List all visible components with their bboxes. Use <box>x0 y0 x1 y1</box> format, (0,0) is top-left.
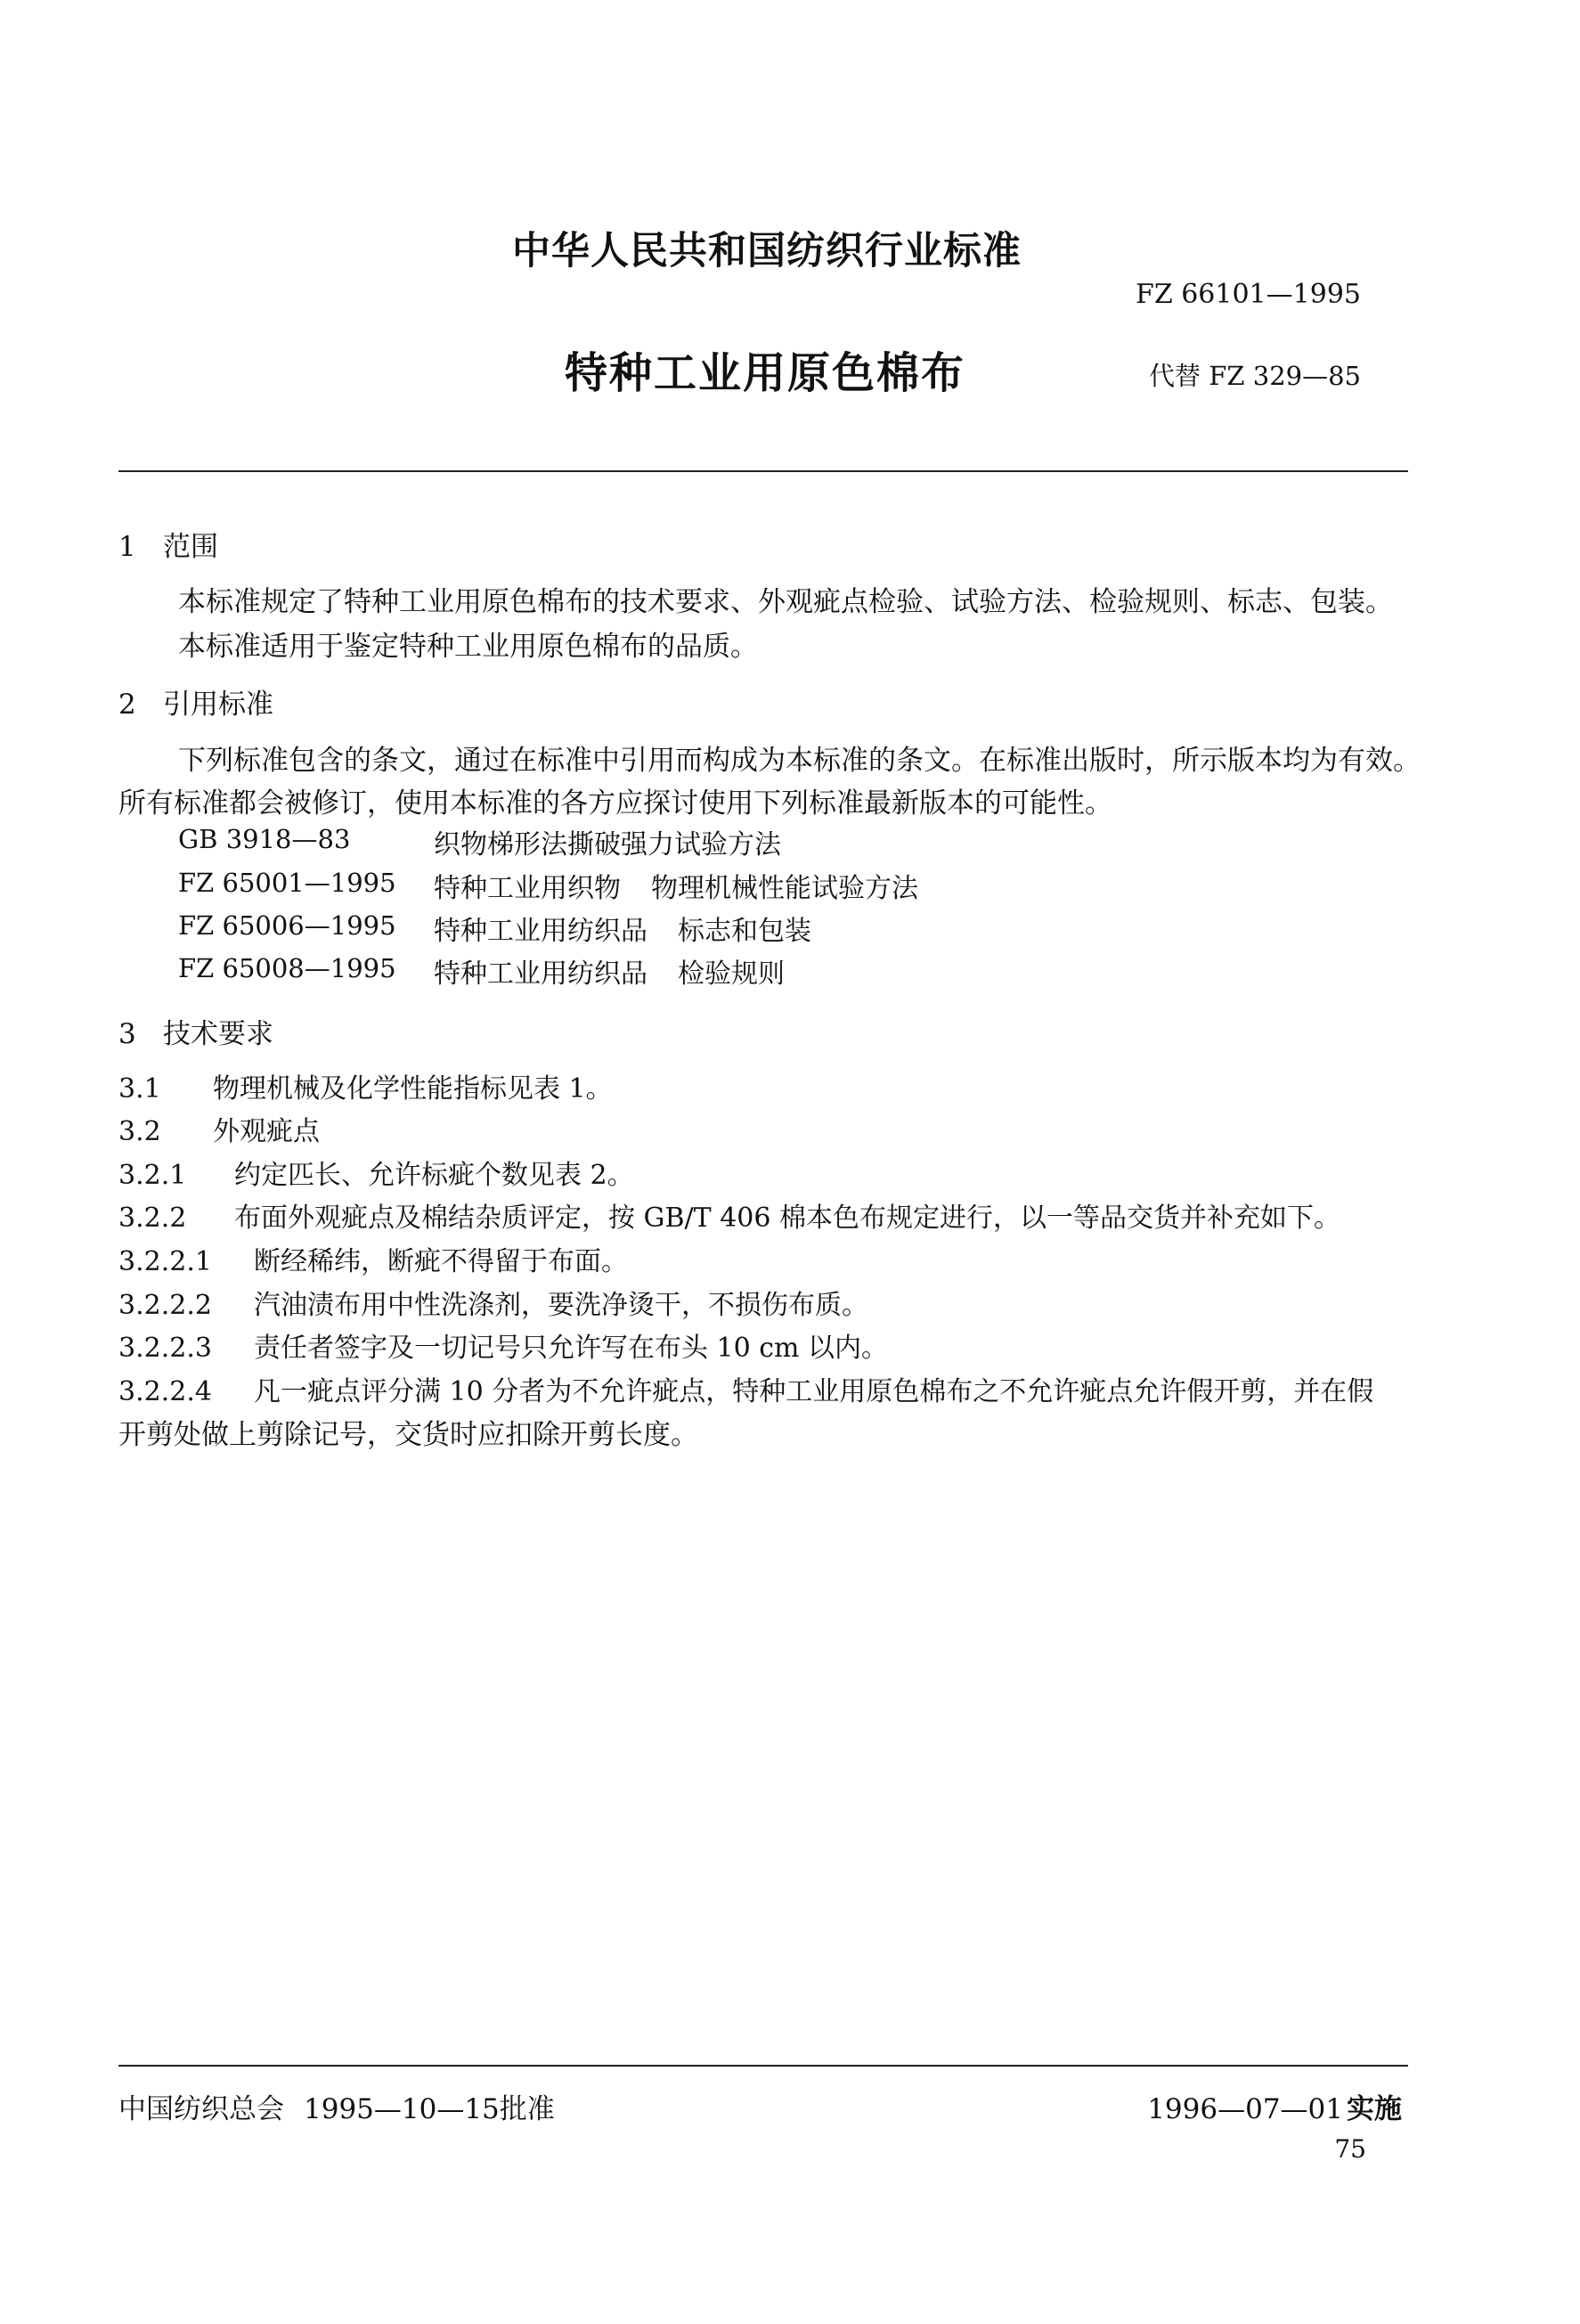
reference-code: GB 3918—83 <box>178 824 351 854</box>
approval-label: 批准 <box>499 2093 555 2125</box>
reference-code: FZ 65008—1995 <box>178 953 396 983</box>
clause <box>118 1325 888 1365</box>
clause-text: 断经稀纬，断疵不得留于布面。 <box>254 1246 628 1277</box>
reference-title <box>434 909 811 948</box>
clause-number: 3.1 <box>118 1073 161 1105</box>
clause-number: 3.2.1 <box>118 1160 187 1191</box>
reference-title <box>434 822 781 861</box>
clause-text: 汽油渍布用中性洗涤剂，要洗净烫干，不损伤布质。 <box>254 1290 868 1321</box>
standard-category: 中华人民共和国纺织行业标准 <box>512 229 1022 273</box>
reference-title-part: 特种工业用织物 <box>434 873 621 904</box>
standard-code: FZ 66101—1995 <box>1136 279 1361 310</box>
clause-continuation: 开剪处做上剪除记号，交货时应扣除开剪长度。 <box>118 1419 698 1451</box>
effective-date: 1996—07—01 <box>1147 2093 1343 2125</box>
clause <box>118 1066 613 1105</box>
clause-number: 3.2.2.2 <box>118 1290 212 1321</box>
footer-divider <box>118 2065 1408 2067</box>
reference-title-part: 特种工业用纺织品 <box>434 916 647 947</box>
paragraph: 下列标准包含的条文，通过在标准中引用而构成为本标准的条文。在标准出版时，所示版本均为有效。 <box>178 745 1421 777</box>
clause <box>118 1109 320 1148</box>
section-title: 引用标准 <box>163 689 273 721</box>
section-number: 3 <box>118 1018 136 1050</box>
clause <box>118 1369 1373 1408</box>
paragraph: 本标准规定了特种工业用原色棉布的技术要求、外观疵点检验、试验方法、检验规则、标志、包装。 <box>178 586 1393 618</box>
clause-number: 3.2.2.1 <box>118 1246 212 1277</box>
section-title: 技术要求 <box>163 1018 273 1050</box>
section-heading-references <box>118 681 273 722</box>
clause-text: 外观疵点 <box>213 1116 320 1147</box>
section-number: 1 <box>118 531 136 563</box>
reference-title-part: 特种工业用纺织品 <box>434 958 647 990</box>
clause <box>118 1195 1340 1235</box>
clause-number: 3.2.2.4 <box>118 1376 212 1407</box>
replaces-standard: 代替 FZ 329—85 <box>1149 361 1361 391</box>
reference-title-part: 物理机械性能试验方法 <box>651 873 918 904</box>
reference-title <box>434 951 785 991</box>
reference-title <box>434 866 918 905</box>
reference-title-part: 织物梯形法撕破强力试验方法 <box>434 829 781 860</box>
clause-text: 凡一疵点评分满 10 分者为不允许疵点，特种工业用原色棉布之不允许疵点允许假开剪，并在假 <box>254 1376 1374 1407</box>
paragraph: 本标准适用于鉴定特种工业用原色棉布的品质。 <box>178 631 758 663</box>
paragraph-continuation: 所有标准都会被修订，使用本标准的各方应探讨使用下列标准最新版本的可能性。 <box>118 787 1112 820</box>
section-title: 范围 <box>163 531 218 563</box>
reference-code: FZ 65006—1995 <box>178 910 396 941</box>
section-heading-technical <box>118 1011 273 1051</box>
clause-text: 布面外观疵点及棉结杂质评定，按 GB/T 406 棉本色布规定进行，以一等品交货并补充如下。 <box>234 1203 1340 1234</box>
clause-text: 物理机械及化学性能指标见表 1。 <box>213 1073 613 1105</box>
issuing-organization: 中国纺织总会 <box>118 2093 284 2125</box>
effective-line <box>1147 2086 1402 2126</box>
clause <box>118 1239 628 1278</box>
reference-title-part: 标志和包装 <box>678 916 811 947</box>
effective-label: 实施 <box>1347 2093 1402 2125</box>
approval-line <box>118 2086 555 2126</box>
header-divider <box>118 470 1408 472</box>
reference-title-part: 检验规则 <box>678 958 785 990</box>
clause <box>118 1153 634 1192</box>
section-number: 2 <box>118 689 136 721</box>
clause-number: 3.2.2.3 <box>118 1333 212 1364</box>
clause-number: 3.2.2 <box>118 1203 187 1234</box>
clause <box>118 1283 868 1322</box>
approval-date: 1995—10—15 <box>304 2093 500 2125</box>
section-heading-scope <box>118 524 218 564</box>
page-number: 75 <box>1334 2134 1366 2164</box>
reference-code: FZ 65001—1995 <box>178 868 396 898</box>
clause-text: 责任者签字及一切记号只允许写在布头 10 cm 以内。 <box>254 1333 889 1364</box>
clause-text: 约定匹长、允许标疵个数见表 2。 <box>234 1160 634 1191</box>
clause-number: 3.2 <box>118 1116 161 1147</box>
document-title: 特种工业用原色棉布 <box>565 348 966 398</box>
